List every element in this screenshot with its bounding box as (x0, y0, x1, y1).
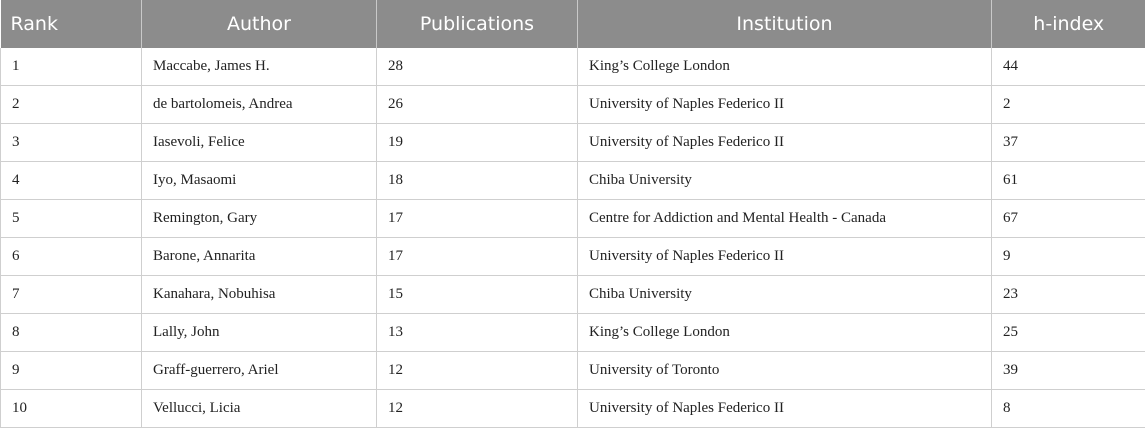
table-row (1, 200, 1145, 238)
table-row (1, 352, 1145, 390)
cell-rank: 4 (1, 162, 142, 200)
table-row (1, 390, 1145, 428)
table-row (1, 238, 1145, 276)
table-row (1, 48, 1145, 86)
cell-institution: King’s College London (578, 48, 992, 86)
cell-institution: University of Toronto (578, 352, 992, 390)
table-row (1, 86, 1145, 124)
cell-publications: 19 (377, 124, 578, 162)
header-row (1, 0, 1145, 48)
header-rank: Rank (1, 0, 142, 48)
cell-institution: University of Naples Federico II (578, 390, 992, 428)
table-row (1, 276, 1145, 314)
cell-institution: University of Naples Federico II (578, 86, 992, 124)
cell-publications: 17 (377, 238, 578, 276)
cell-author: Maccabe, James H. (142, 48, 377, 86)
cell-publications: 15 (377, 276, 578, 314)
cell-rank: 10 (1, 390, 142, 428)
cell-institution: University of Naples Federico II (578, 238, 992, 276)
cell-h-index: 9 (992, 238, 1145, 276)
cell-author: Vellucci, Licia (142, 390, 377, 428)
cell-h-index: 39 (992, 352, 1145, 390)
cell-author: Iasevoli, Felice (142, 124, 377, 162)
cell-h-index: 61 (992, 162, 1145, 200)
cell-institution: Chiba University (578, 162, 992, 200)
cell-rank: 2 (1, 86, 142, 124)
cell-rank: 5 (1, 200, 142, 238)
cell-rank: 6 (1, 238, 142, 276)
cell-h-index: 44 (992, 48, 1145, 86)
cell-author: Remington, Gary (142, 200, 377, 238)
cell-h-index: 25 (992, 314, 1145, 352)
cell-author: Barone, Annarita (142, 238, 377, 276)
cell-institution: Chiba University (578, 276, 992, 314)
cell-h-index: 8 (992, 390, 1145, 428)
cell-publications: 18 (377, 162, 578, 200)
header-h-index: h-index (992, 0, 1145, 48)
cell-publications: 28 (377, 48, 578, 86)
cell-rank: 9 (1, 352, 142, 390)
table-row (1, 314, 1145, 352)
cell-publications: 13 (377, 314, 578, 352)
header-institution: Institution (578, 0, 992, 48)
cell-rank: 8 (1, 314, 142, 352)
cell-rank: 1 (1, 48, 142, 86)
cell-h-index: 23 (992, 276, 1145, 314)
cell-rank: 7 (1, 276, 142, 314)
cell-rank: 3 (1, 124, 142, 162)
cell-institution: University of Naples Federico II (578, 124, 992, 162)
table-row (1, 162, 1145, 200)
cell-publications: 12 (377, 390, 578, 428)
cell-author: Graff-guerrero, Ariel (142, 352, 377, 390)
cell-author: de bartolomeis, Andrea (142, 86, 377, 124)
cell-h-index: 37 (992, 124, 1145, 162)
cell-h-index: 2 (992, 86, 1145, 124)
cell-institution: King’s College London (578, 314, 992, 352)
cell-publications: 26 (377, 86, 578, 124)
cell-author: Iyo, Masaomi (142, 162, 377, 200)
table-row (1, 124, 1145, 162)
header-author: Author (142, 0, 377, 48)
cell-author: Lally, John (142, 314, 377, 352)
cell-author: Kanahara, Nobuhisa (142, 276, 377, 314)
cell-institution: Centre for Addiction and Mental Health - Canada (578, 200, 992, 238)
header-publications: Publications (377, 0, 578, 48)
cell-publications: 17 (377, 200, 578, 238)
cell-publications: 12 (377, 352, 578, 390)
cell-h-index: 67 (992, 200, 1145, 238)
